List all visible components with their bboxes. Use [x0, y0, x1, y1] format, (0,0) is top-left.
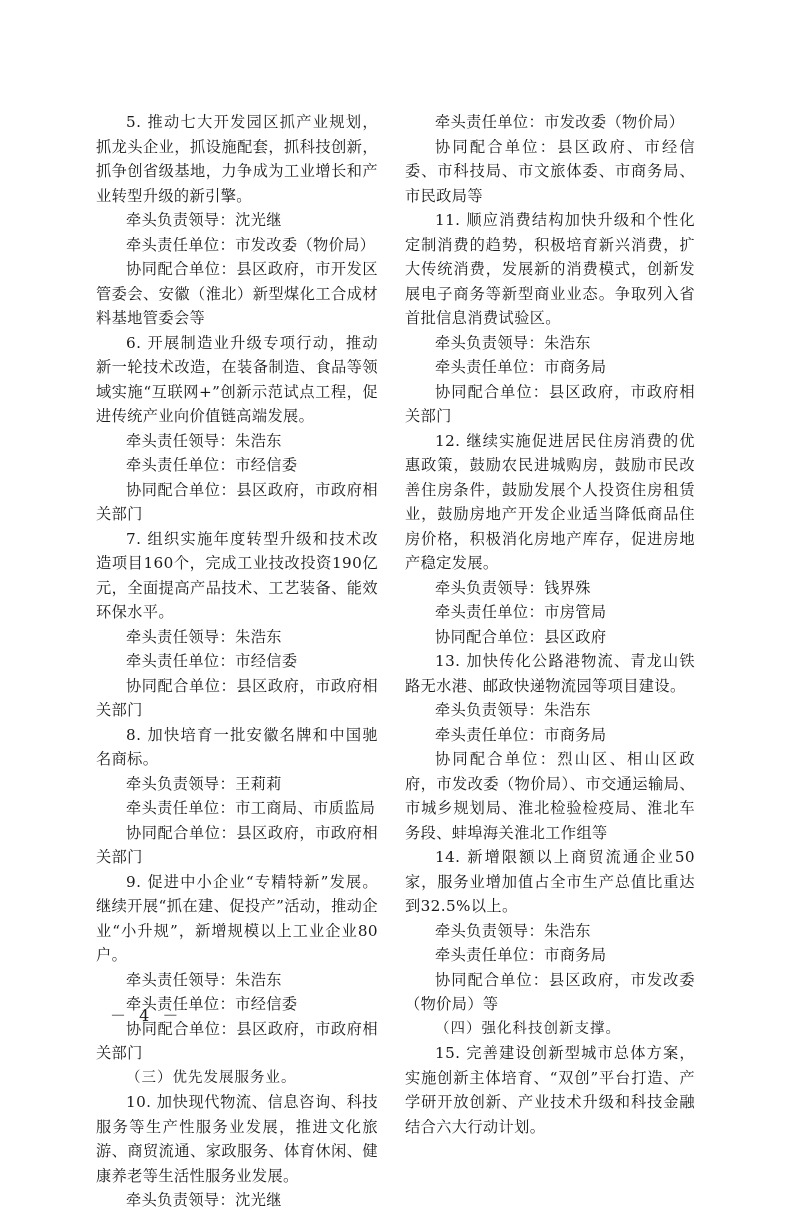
paragraph: 协同配合单位：县区政府，市开发区管委会、安徽（淮北）新型煤化工合成材料基地管委会等	[96, 260, 378, 327]
paragraph: 牵头负责领导：钱界殊	[435, 578, 591, 597]
paragraph: 12. 继续实施促进居民住房消费的优惠政策，鼓励农民进城购房，鼓励市民改善住房条件，鼓励发展个人投资住房租赁业，鼓励房地产开发企业适当降低商品住房价格，积极消化房地产库存，促进房地产稳定发展。	[405, 431, 695, 572]
paragraph: 协同配合单位：县区政府，市政府相关部门	[96, 823, 378, 866]
paragraph: 牵头责任单位：市商务局	[435, 946, 607, 964]
paragraph: 牵头负责领导：朱浩东	[435, 701, 591, 719]
paragraph: 协同配合单位：烈山区、相山区政府，市发改委（物价局）、市交通运输局、市城乡规划局、淮北检验检疫局、淮北车务段、蚌埠海关淮北工作组等	[405, 750, 695, 842]
paragraph: 牵头负责领导：沈光继	[126, 1191, 282, 1209]
paragraph: 牵头责任领导：朱浩东	[126, 627, 282, 646]
paragraph: 牵头责任单位：市商务局	[435, 725, 607, 744]
page-number: － 4 －	[110, 1006, 183, 1025]
section-heading: （三）优先发展服务业。	[126, 1069, 297, 1086]
paragraph: 15. 完善建设创新型城市总体方案，实施创新主体培育、“双创”平台打造、产学研开放创新、产业技术升级和科技金融结合六大行动计划。	[405, 1044, 695, 1136]
paragraph: 7. 组织实施年度转型升级和技术改造项目160个，完成工业技改投资190亿元，全面提高产品技术、工艺装备、能效环保水平。	[96, 529, 378, 621]
section-heading: （四）强化科技创新支撑。	[435, 1020, 621, 1037]
paragraph: 6. 开展制造业升级专项行动，推动新一轮技术改造，在装备制造、食品等领域实施“互联网+”创新示范试点工程，促进传统产业向价值链高端发展。	[96, 333, 378, 425]
paragraph: 牵头负责领导：朱浩东	[435, 921, 591, 940]
paragraph: 牵头责任单位：市商务局	[435, 358, 607, 376]
paragraph: 牵头负责领导：沈光继	[126, 211, 282, 229]
paragraph: 协同配合单位：县区政府，市政府相关部门	[96, 1019, 378, 1062]
paragraph: 5. 推动七大开发园区抓产业规划，抓龙头企业，抓设施配套，抓科技创新，抓争创省级基地，力争成为工业增长和产业转型升级的新引擎。	[96, 113, 378, 205]
paragraph: 11. 顺应消费结构加快升级和个性化定制消费的趋势，积极培育新兴消费，扩大传统消费，发展新的消费模式，创新发展电子商务等新型商业业态。争取列入省首批信息消费试验区。	[405, 211, 695, 327]
paragraph: 协同配合单位：县区政府，市政府相关部门	[96, 676, 378, 719]
paragraph: 牵头负责领导：王莉莉	[126, 774, 282, 793]
paragraph: 牵头责任单位：市发改委（物价局）	[126, 235, 376, 254]
paragraph: 牵头负责领导：朱浩东	[435, 333, 591, 352]
paragraph: 14. 新增限额以上商贸流通企业50家，服务业增加值占全市生产总值比重达到32.5%以上。	[405, 848, 695, 915]
paragraph: 9. 促进中小企业“专精特新”发展。继续开展“抓在建、促投产”活动，推动企业“小升规”，新增规模以上工业企业80户。	[96, 872, 378, 964]
paragraph: 牵头责任单位：市房管局	[435, 603, 607, 621]
paragraph: 协同配合单位：县区政府，市政府相关部门	[96, 480, 378, 523]
paragraph: 牵头责任单位：市经信委	[126, 995, 298, 1013]
right-column	[405, 110, 695, 1139]
paragraph: 协同配合单位：县区政府	[435, 627, 607, 646]
paragraph: 牵头责任单位：市工商局、市质监局	[126, 799, 376, 817]
paragraph: 8. 加快培育一批安徽名牌和中国驰名商标。	[96, 725, 378, 768]
paragraph: 牵头责任单位：市发改委（物价局）	[435, 113, 685, 131]
paragraph: 牵头责任单位：市经信委	[126, 456, 298, 474]
paragraph: 牵头责任领导：朱浩东	[126, 431, 282, 450]
paragraph: 10. 加快现代物流、信息咨询、科技服务等生产性服务业发展，推进文化旅游、商贸流通、家政服务、体育休闲、健康养老等生活性服务业发展。	[96, 1093, 378, 1185]
left-column	[96, 110, 378, 1213]
paragraph: 牵头责任单位：市经信委	[126, 652, 298, 670]
paragraph: 牵头责任领导：朱浩东	[126, 970, 282, 989]
paragraph: 协同配合单位：县区政府，市发改委（物价局）等	[405, 970, 695, 1013]
paragraph: 协同配合单位：县区政府，市政府相关部门	[405, 382, 695, 425]
paragraph: 13. 加快传化公路港物流、青龙山铁路无水港、邮政快递物流园等项目建设。	[405, 652, 695, 695]
paragraph: 协同配合单位：县区政府、市经信委、市科技局、市文旅体委、市商务局、市民政局等	[405, 137, 695, 205]
